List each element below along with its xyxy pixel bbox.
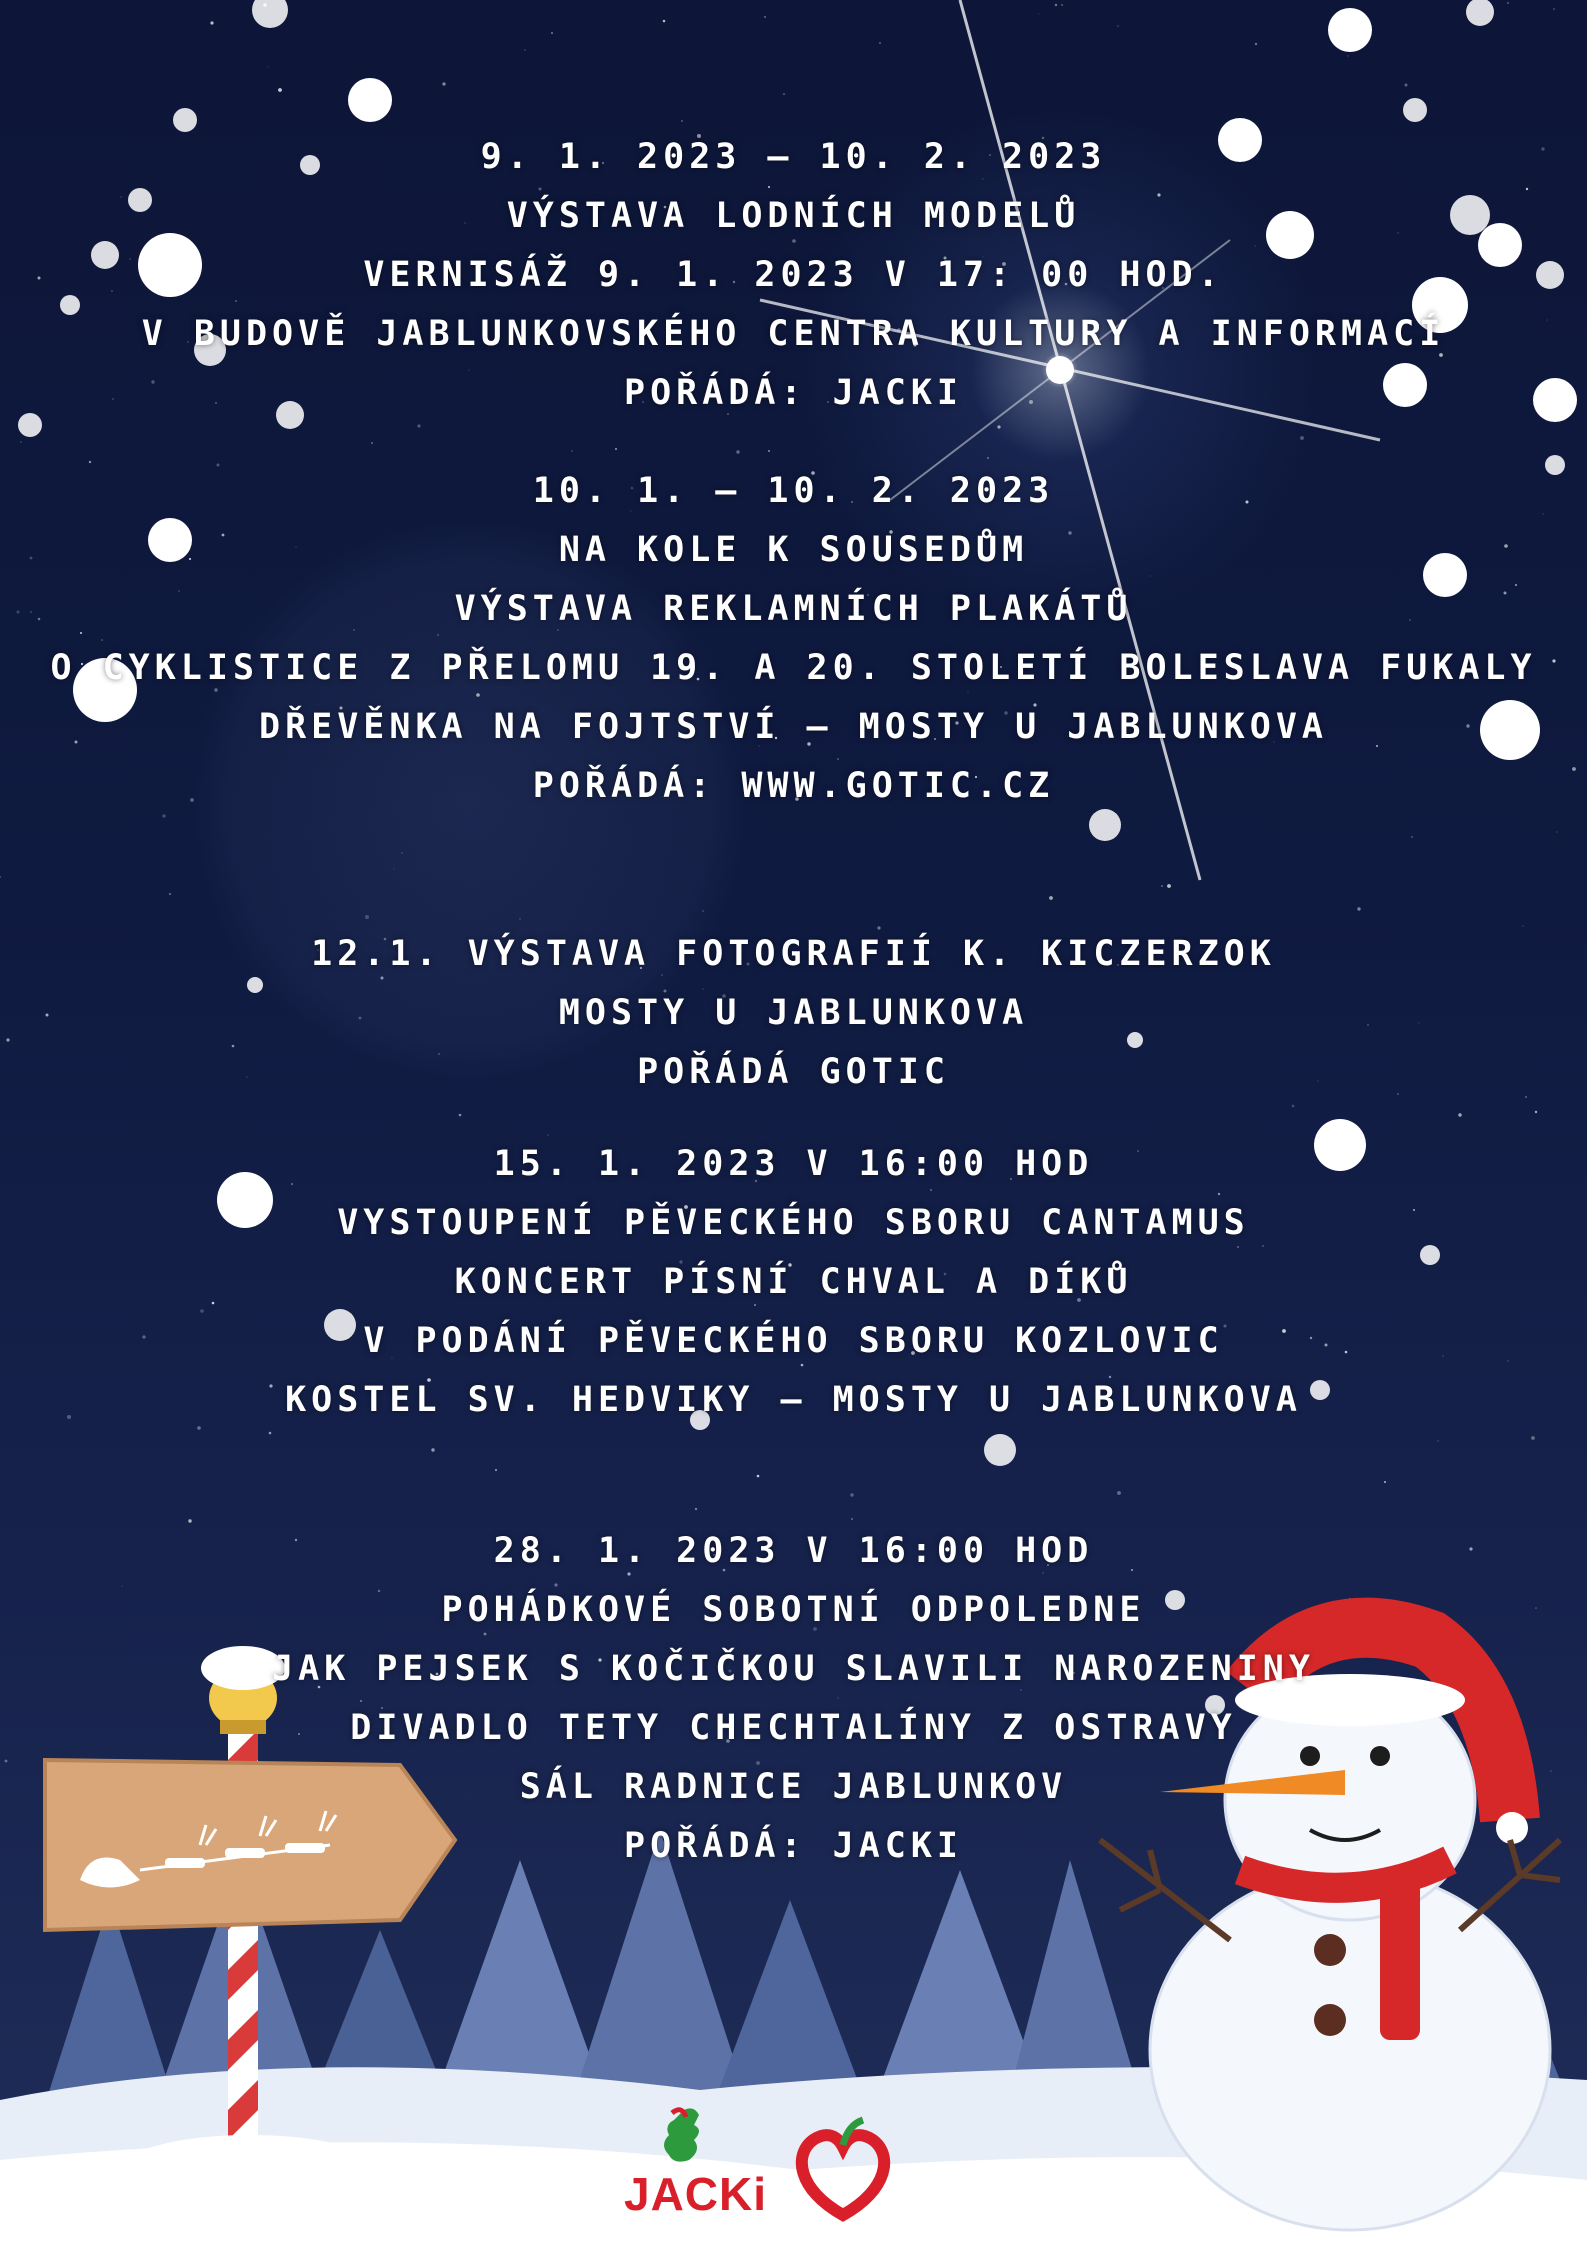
event-line: 15. 1. 2023 V 16:00 HOD	[493, 1144, 1094, 1184]
event-line: POHÁDKOVÉ SOBOTNÍ ODPOLEDNE	[441, 1590, 1146, 1630]
event-line: POŘÁDÁ: JACKI	[624, 373, 963, 413]
event-line: V BUDOVĚ JABLUNKOVSKÉHO CENTRA KULTURY A INFORMACÍ	[141, 314, 1446, 354]
event-block	[0, 1135, 1587, 1430]
event-line: V PODÁNÍ PĚVECKÉHO SBORU KOZLOVIC	[363, 1321, 1224, 1361]
event-block	[0, 462, 1587, 816]
event-line: JAK PEJSEK S KOČIČKOU SLAVILI NAROZENINY	[272, 1649, 1315, 1689]
event-block	[0, 925, 1587, 1102]
event-line: VÝSTAVA REKLAMNÍCH PLAKÁTŮ	[454, 589, 1133, 629]
event-line: SÁL RADNICE JABLUNKOV	[519, 1767, 1068, 1807]
logo-text: JACKi	[624, 2168, 768, 2220]
event-line: POŘÁDÁ GOTIC	[637, 1052, 950, 1092]
event-line: 9. 1. 2023 – 10. 2. 2023	[480, 137, 1107, 177]
apple-heart-icon	[788, 2115, 898, 2225]
event-block	[0, 128, 1587, 423]
jacki-logo	[620, 2105, 920, 2225]
event-line: VERNISÁŽ 9. 1. 2023 V 17: 00 HOD.	[363, 255, 1224, 295]
logo-hand-icon	[654, 2105, 714, 2175]
event-line: POŘÁDÁ: JACKI	[624, 1826, 963, 1866]
event-line: 12.1. VÝSTAVA FOTOGRAFIÍ K. KICZERZOK	[311, 934, 1276, 974]
event-line: VÝSTAVA LODNÍCH MODELŮ	[506, 196, 1081, 236]
event-block	[0, 1522, 1587, 1876]
event-line: NA KOLE K SOUSEDŮM	[558, 530, 1029, 570]
event-line: 28. 1. 2023 V 16:00 HOD	[493, 1531, 1094, 1571]
event-line: KOSTEL SV. HEDVIKY – MOSTY U JABLUNKOVA	[285, 1380, 1302, 1420]
event-line: VYSTOUPENÍ PĚVECKÉHO SBORU CANTAMUS	[337, 1203, 1250, 1243]
event-line: O CYKLISTICE Z PŘELOMU 19. A 20. STOLETÍ BOLESLAVA FUKALY	[50, 648, 1537, 688]
event-line: DIVADLO TETY CHECHTALÍNY Z OSTRAVY	[350, 1708, 1237, 1748]
event-line: DŘEVĚNKA NA FOJTSTVÍ – MOSTY U JABLUNKOVA	[259, 707, 1328, 747]
event-line: MOSTY U JABLUNKOVA	[558, 993, 1029, 1033]
event-line: POŘÁDÁ: WWW.GOTIC.CZ	[532, 766, 1055, 806]
event-line: KONCERT PÍSNÍ CHVAL A DÍKŮ	[454, 1262, 1133, 1302]
event-line: 10. 1. – 10. 2. 2023	[532, 471, 1055, 511]
